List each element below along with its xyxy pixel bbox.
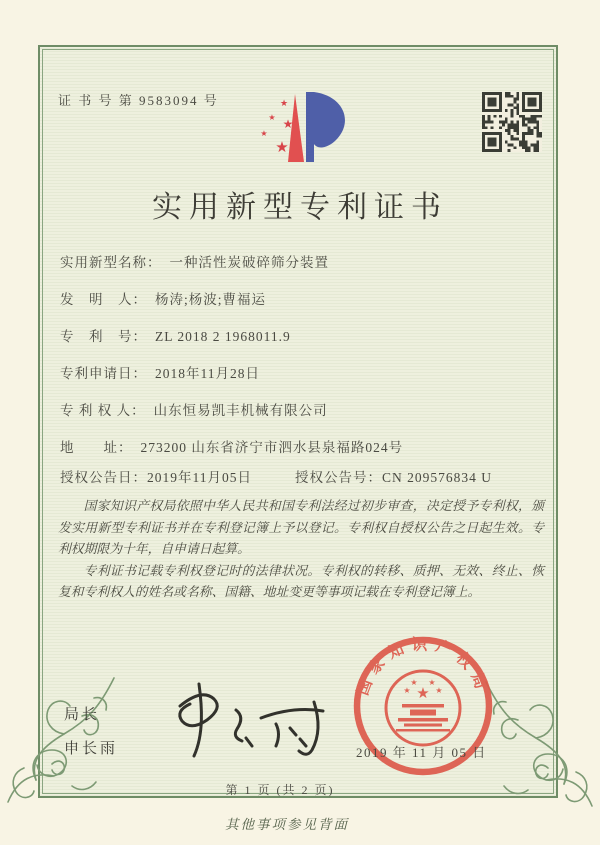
field-label: 专利申请日： [60, 366, 147, 381]
back-note: 其他事项参见背面 [225, 817, 349, 832]
field-row-patent-number [60, 325, 291, 345]
qr-code [482, 92, 542, 152]
svg-text:★: ★ [260, 129, 268, 138]
field-value: 2019年11月05日 [147, 470, 252, 485]
seal-date: 2019 年 11 月 05 日 [356, 745, 487, 760]
grant-number [295, 466, 492, 486]
field-row-inventors [60, 288, 266, 308]
field-row-patentee [60, 399, 328, 419]
svg-text:★: ★ [410, 678, 418, 687]
national-emblem-icon [386, 671, 460, 745]
signer-name: 申长雨 [64, 740, 119, 757]
legal-paragraph-1: 国家知识产权局依照中华人民共和国专利法经过初步审查，决定授予专利权，颁发实用新型专利证书并在专利登记簿上予以登记。专利权自授权公告之日起生效。专利权期限为十年，自申请日起算。 [58, 499, 544, 556]
field-label: 实用新型名称： [60, 255, 162, 270]
svg-text:★: ★ [403, 686, 411, 695]
svg-text:★: ★ [275, 138, 289, 156]
field-row-address [60, 436, 403, 456]
svg-text:★: ★ [416, 684, 430, 702]
field-row-filing-date [60, 362, 260, 382]
legal-text [58, 496, 544, 604]
grant-row [0, 466, 600, 486]
field-label: 专 利 号： [60, 329, 147, 344]
field-value: ZL 2018 2 1968011.9 [155, 329, 291, 344]
legal-paragraph-2: 专利证书记载专利权登记时的法律状况。专利权的转移、质押、无效、终止、恢复和专利权人的姓名或名称、国籍、地址变更等事项记载在专利登记簿上。 [58, 563, 544, 599]
cnipa-logo-icon [248, 88, 352, 166]
field-value: 山东恒易凯丰机械有限公司 [153, 403, 328, 418]
svg-text:★: ★ [268, 113, 276, 122]
grant-date [60, 466, 252, 486]
field-label: 授权公告日： [60, 470, 147, 485]
field-value: CN 209576834 U [382, 470, 493, 485]
svg-text:★: ★ [428, 678, 436, 687]
svg-text:★: ★ [435, 686, 443, 695]
field-label: 授权公告号： [295, 470, 382, 485]
svg-text:★: ★ [282, 117, 294, 131]
svg-text:★: ★ [279, 99, 289, 109]
field-row-invention-name [60, 251, 329, 271]
field-label: 专 利 权 人： [60, 403, 146, 418]
signer-block [64, 698, 118, 766]
certificate-title: 实用新型专利证书 [152, 191, 448, 224]
field-label: 发 明 人： [60, 292, 147, 307]
director-signature-icon [158, 676, 333, 760]
certificate-number: 证 书 号 第 9583094 号 [58, 93, 219, 108]
seal-text: 国家知识产权局 [354, 636, 492, 698]
field-value: 273200 山东省济宁市泗水县泉福路024号 [140, 440, 404, 455]
field-value: 2018年11月28日 [155, 366, 260, 381]
field-label: 地 址： [60, 440, 133, 455]
signer-title: 局长 [64, 706, 101, 723]
field-value: 一种活性炭破碎筛分装置 [169, 255, 329, 270]
page-number: 第 1 页 (共 2 页) [225, 783, 335, 797]
field-value: 杨涛;杨波;曹福运 [155, 292, 267, 307]
